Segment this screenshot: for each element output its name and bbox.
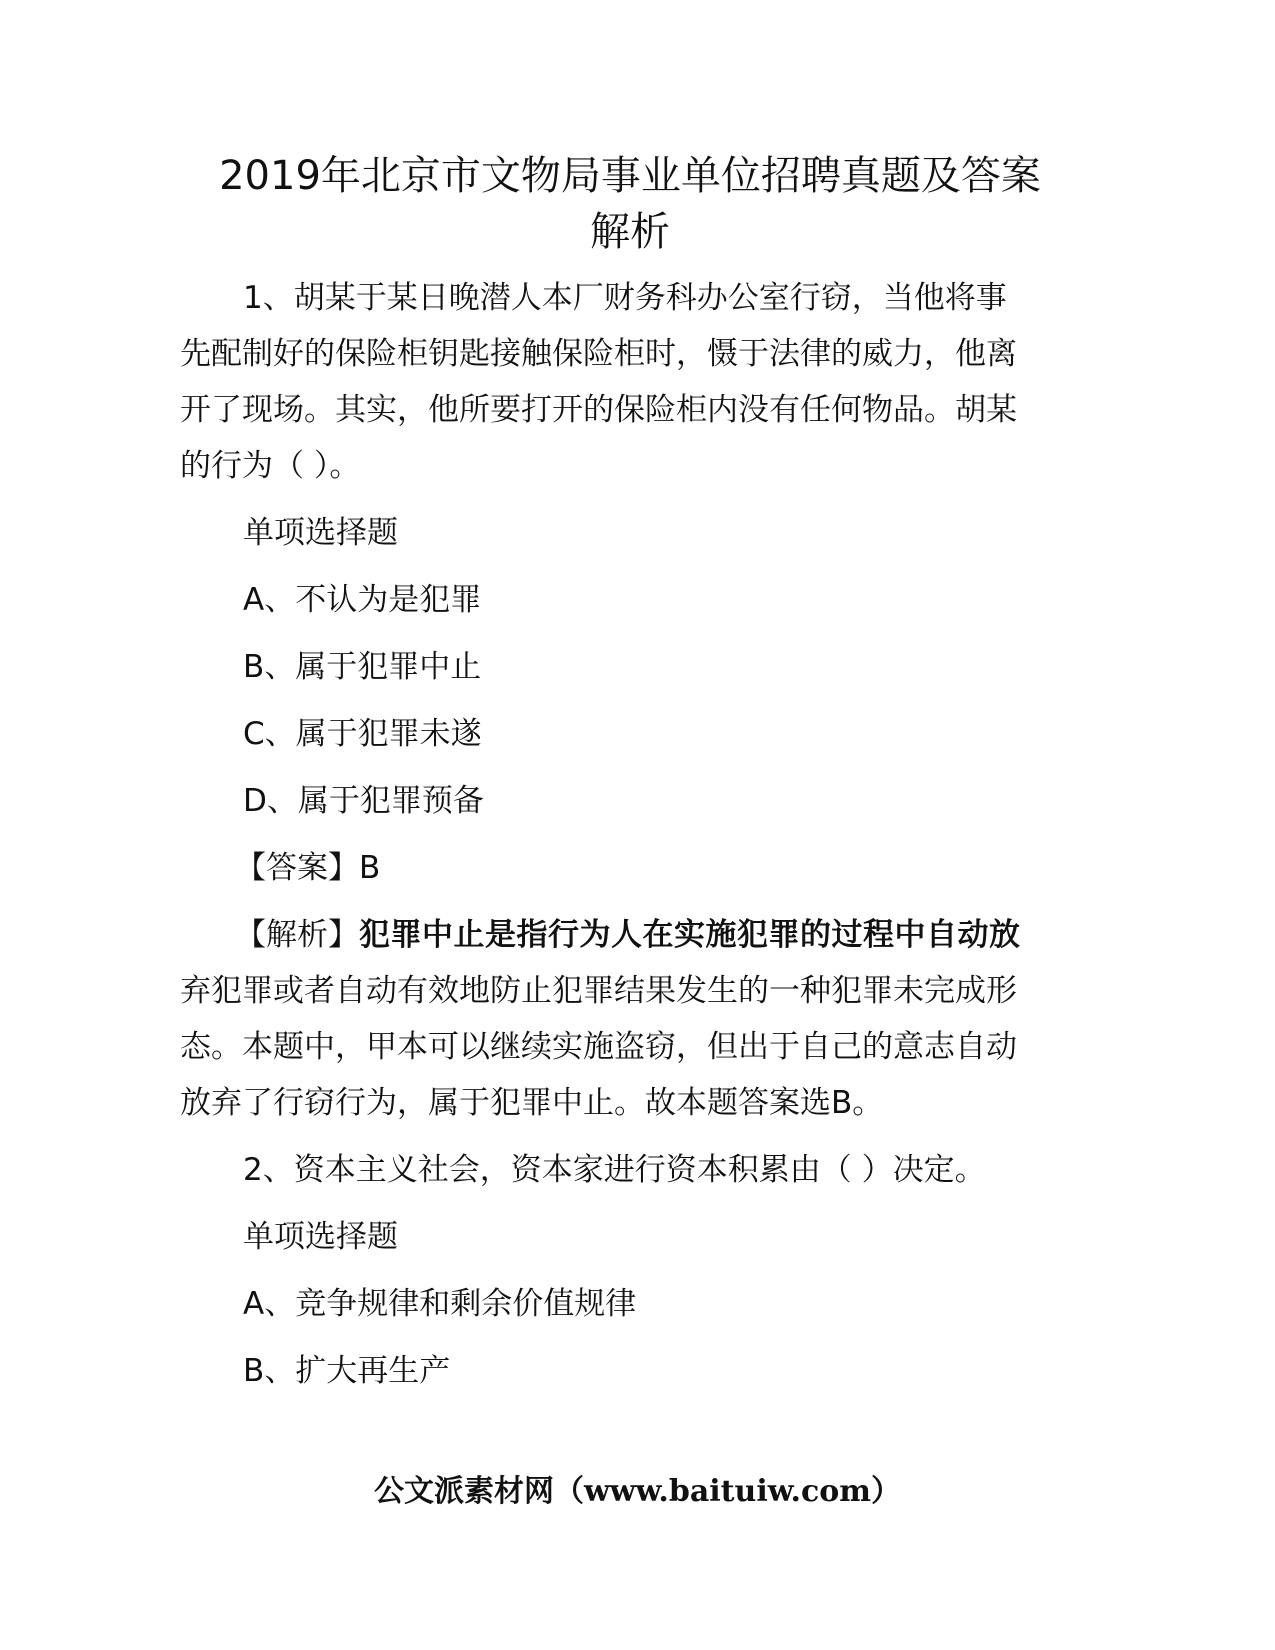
question-1-analysis-line-2: 弃犯罪或者自动有效地防止犯罪结果发生的一种犯罪未完成形	[180, 973, 1017, 1009]
question-1-stem-line-1: 1、胡某于某日晚潜人本厂财务科办公室行窃，当他将事	[243, 280, 1007, 316]
title-line-2: 解析	[590, 209, 670, 255]
question-1-stem-line-4: 的行为（ ）。	[180, 448, 361, 484]
question-2-option-b: B、扩大再生产	[243, 1353, 451, 1389]
title-line-1: 2019年北京市文物局事业单位招聘真题及答案	[219, 153, 1041, 199]
question-2-option-a: A、竞争规律和剩余价值规律	[243, 1286, 637, 1322]
question-1-option-c: C、属于犯罪未遂	[243, 716, 482, 752]
question-2-stem-line-1: 2、资本主义社会，资本家进行资本积累由（ ）决定。	[243, 1152, 986, 1188]
question-1-analysis-line-1	[235, 915, 1021, 955]
document-title	[180, 148, 1080, 260]
question-1-option-a: A、不认为是犯罪	[243, 582, 482, 618]
footer-source: 公文派素材网（www.baituiw.com）	[373, 1474, 902, 1509]
question-1-option-d: D、属于犯罪预备	[243, 783, 484, 819]
question-1-type: 单项选择题	[243, 515, 398, 551]
question-1-analysis-line-4: 放弃了行窃行为，属于犯罪中止。故本题答案选B。	[180, 1085, 884, 1121]
question-1-stem-line-3: 开了现场。其实，他所要打开的保险柜内没有任何物品。胡某	[180, 392, 1017, 428]
analysis-text-line-1: 犯罪中止是指行为人在实施犯罪的过程中自动放	[359, 917, 1021, 953]
question-2-type: 单项选择题	[243, 1219, 398, 1255]
question-1-option-b: B、属于犯罪中止	[243, 649, 482, 685]
question-1-answer: 【答案】B	[235, 850, 381, 886]
question-1-stem-line-2: 先配制好的保险柜钥匙接触保险柜时，慑于法律的威力，他离	[180, 336, 1017, 372]
question-1-analysis-line-3: 态。本题中，甲本可以继续实施盗窃，但出于自己的意志自动	[180, 1029, 1017, 1065]
analysis-label: 【解析】	[235, 917, 359, 953]
